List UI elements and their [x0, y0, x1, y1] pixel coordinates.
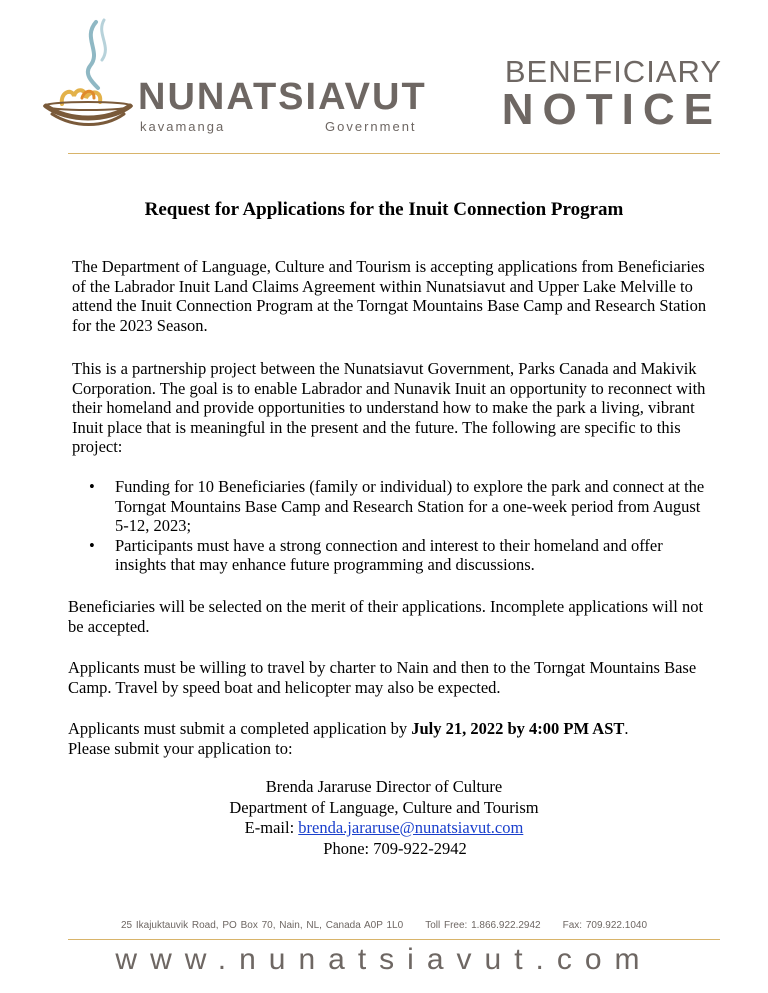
document-title: Request for Applications for the Inuit Connection Program	[144, 199, 624, 220]
travel-paragraph: Applicants must be willing to travel by charter to Nain and then to the Torngat Mountains Base Camp. Travel by speed boat and helicopter may also be expected.	[68, 658, 697, 697]
qulliq-lamp-icon	[38, 18, 138, 138]
footer-address-line	[0, 920, 768, 931]
deadline-suffix: .	[624, 719, 629, 738]
email-label: E-mail:	[244, 818, 299, 837]
notice-label-beneficiary: BENEFICIARY	[504, 54, 722, 89]
intro-paragraph: The Department of Language, Culture and Tourism is accepting applications from Beneficiaries of the Labrador Inuit Land Claims Agreement within Nunatsiavut and Upper Lake Melville to attend the Inuit Connection Program at the Torngat Mountains Base Camp and Research Station for the 2023 Season.	[72, 257, 707, 335]
header-divider	[68, 153, 720, 154]
list-item-text: Participants must have a strong connection and interest to their homeland and offer insights that may enhance future programming and discussions.	[115, 535, 663, 575]
notice-label-notice: NOTICE	[501, 85, 722, 134]
deadline-paragraph	[68, 719, 708, 758]
contact-department: Department of Language, Culture and Tourism	[229, 797, 539, 817]
footer-website[interactable]: www.nunatsiavut.com	[115, 943, 653, 976]
project-details-list	[72, 477, 712, 575]
footer-fax: Fax: 709.922.1040	[562, 920, 648, 931]
email-link[interactable]: brenda.jararuse@nunatsiavut.com	[298, 818, 524, 837]
list-item	[72, 477, 712, 536]
contact-name: Brenda Jararuse Director of Culture	[265, 777, 503, 796]
list-item	[72, 536, 712, 575]
list-item-text: Funding for 10 Beneficiaries (family or individual) to explore the park and connect at the Torngat Mountains Base Camp and Research Station for a one-week period from August 5-12, 2023;	[115, 477, 705, 536]
organization-name: NUNATSIAVUT	[138, 76, 427, 118]
bullet-icon: •	[89, 477, 95, 496]
organization-subtitle-inuktitut: kavamanga	[140, 119, 226, 134]
bullet-icon: •	[89, 535, 95, 555]
organization-logo	[38, 18, 438, 138]
selection-paragraph: Beneficiaries will be selected on the merit of their applications. Incomplete applications will not be accepted.	[68, 597, 704, 636]
deadline-prefix: Applicants must submit a completed application by	[68, 719, 412, 738]
organization-subtitle-english: Government	[325, 119, 417, 134]
partnership-paragraph: This is a partnership project between the Nunatsiavut Government, Parks Canada and Makivik Corporation. The goal is to enable Labrador and Nunavik Inuit an opportunity to reconnect with their homeland and provide opportunities to understand how to make the park a living, vibrant Inuit place that is meaningful in the present and the future. The following are specific to this project:	[72, 359, 706, 457]
deadline-date: July 21, 2022 by 4:00 PM AST	[411, 719, 625, 738]
contact-block	[0, 777, 768, 859]
contact-phone: Phone: 709-922-2942	[323, 838, 467, 858]
footer-address: 25 Ikajuktauvik Road, PO Box 70, Nain, NL, Canada A0P 1L0	[120, 920, 404, 931]
submit-instruction: Please submit your application to:	[68, 738, 293, 758]
footer-divider	[68, 939, 720, 940]
contact-email-line	[0, 818, 768, 839]
footer-toll-free: Toll Free: 1.866.922.2942	[425, 920, 541, 931]
